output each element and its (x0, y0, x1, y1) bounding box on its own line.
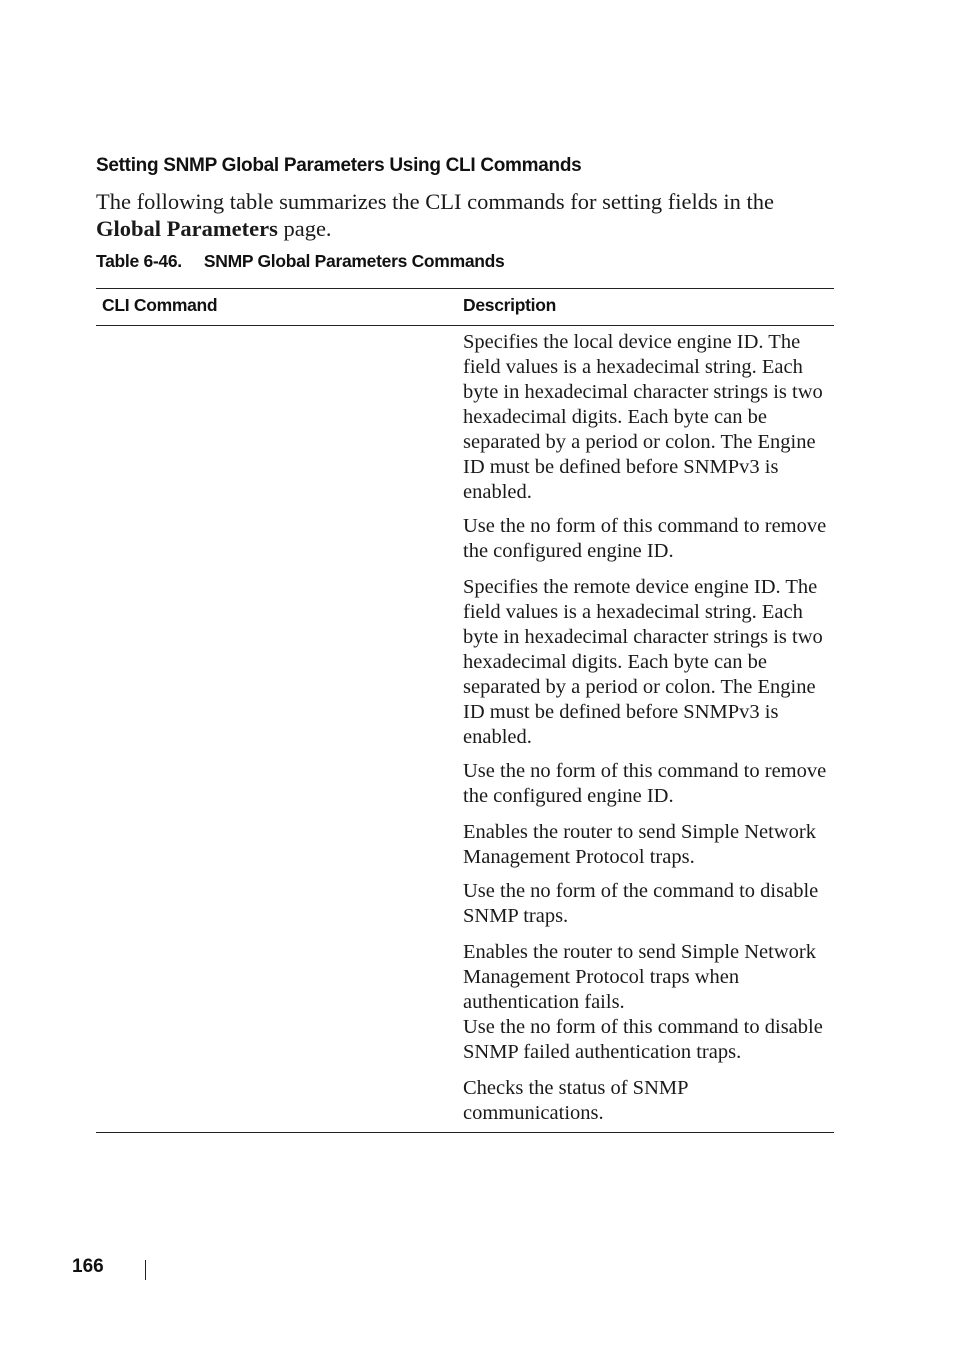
description-paragraph: Use the no form of this command to remove the configured engine ID. (463, 760, 827, 807)
table-row (96, 330, 834, 564)
footer-divider (145, 1260, 146, 1280)
table-caption-label: Table 6-46. (96, 251, 182, 271)
description-paragraph: Specifies the remote device engine ID. The field values is a hexadecimal string. Each byte in hexadecimal character strings is two hexadecimal digits. Each byte can be separated by a period or colon. The Engine ID must be defined before SNMPv3 is enabled. (463, 576, 823, 748)
intro-text-end: page. (283, 216, 332, 241)
commands-table (96, 288, 834, 1133)
description-cell (463, 575, 833, 809)
table-caption-title: SNMP Global Parameters Commands (203, 251, 505, 271)
description-paragraph: Use the no form of the command to disable SNMP traps. (463, 880, 819, 927)
description-paragraph: Enables the router to send Simple Network Management Protocol traps. (463, 821, 816, 868)
description-paragraph: Specifies the local device engine ID. The field values is a hexadecimal string. Each byte in hexadecimal character strings is two hexadecimal digits. Each byte can be separated by a period or colon. The Engine ID must be defined before SNMPv3 is enabled. (463, 331, 823, 503)
table-row (96, 940, 834, 1065)
table-row (96, 820, 834, 929)
table-header (96, 289, 834, 326)
table-caption (96, 251, 504, 272)
table-body (96, 326, 834, 1132)
column-header-description: Description (463, 295, 556, 315)
section-heading: Setting SNMP Global Parameters Using CLI Commands (96, 155, 582, 176)
column-header-command: CLI Command (102, 295, 218, 315)
table-row (96, 1076, 834, 1126)
page-number: 166 (72, 1256, 104, 1277)
intro-paragraph (96, 188, 836, 242)
description-cell (463, 940, 833, 1065)
description-cell (463, 330, 833, 564)
description-cell (463, 1076, 833, 1126)
table-row (96, 575, 834, 809)
intro-text: The following table summarizes the CLI commands for setting fields in the (96, 189, 774, 214)
description-cell (463, 820, 833, 929)
description-paragraph: Enables the router to send Simple Network Management Protocol traps when authentication fails. Use the no form of this command to disable SNMP failed authentication traps. (463, 941, 823, 1063)
description-paragraph: Use the no form of this command to remove the configured engine ID. (463, 515, 827, 562)
page-reference: Global Parameters (96, 216, 278, 241)
description-paragraph: Checks the status of SNMP communications. (463, 1077, 688, 1124)
